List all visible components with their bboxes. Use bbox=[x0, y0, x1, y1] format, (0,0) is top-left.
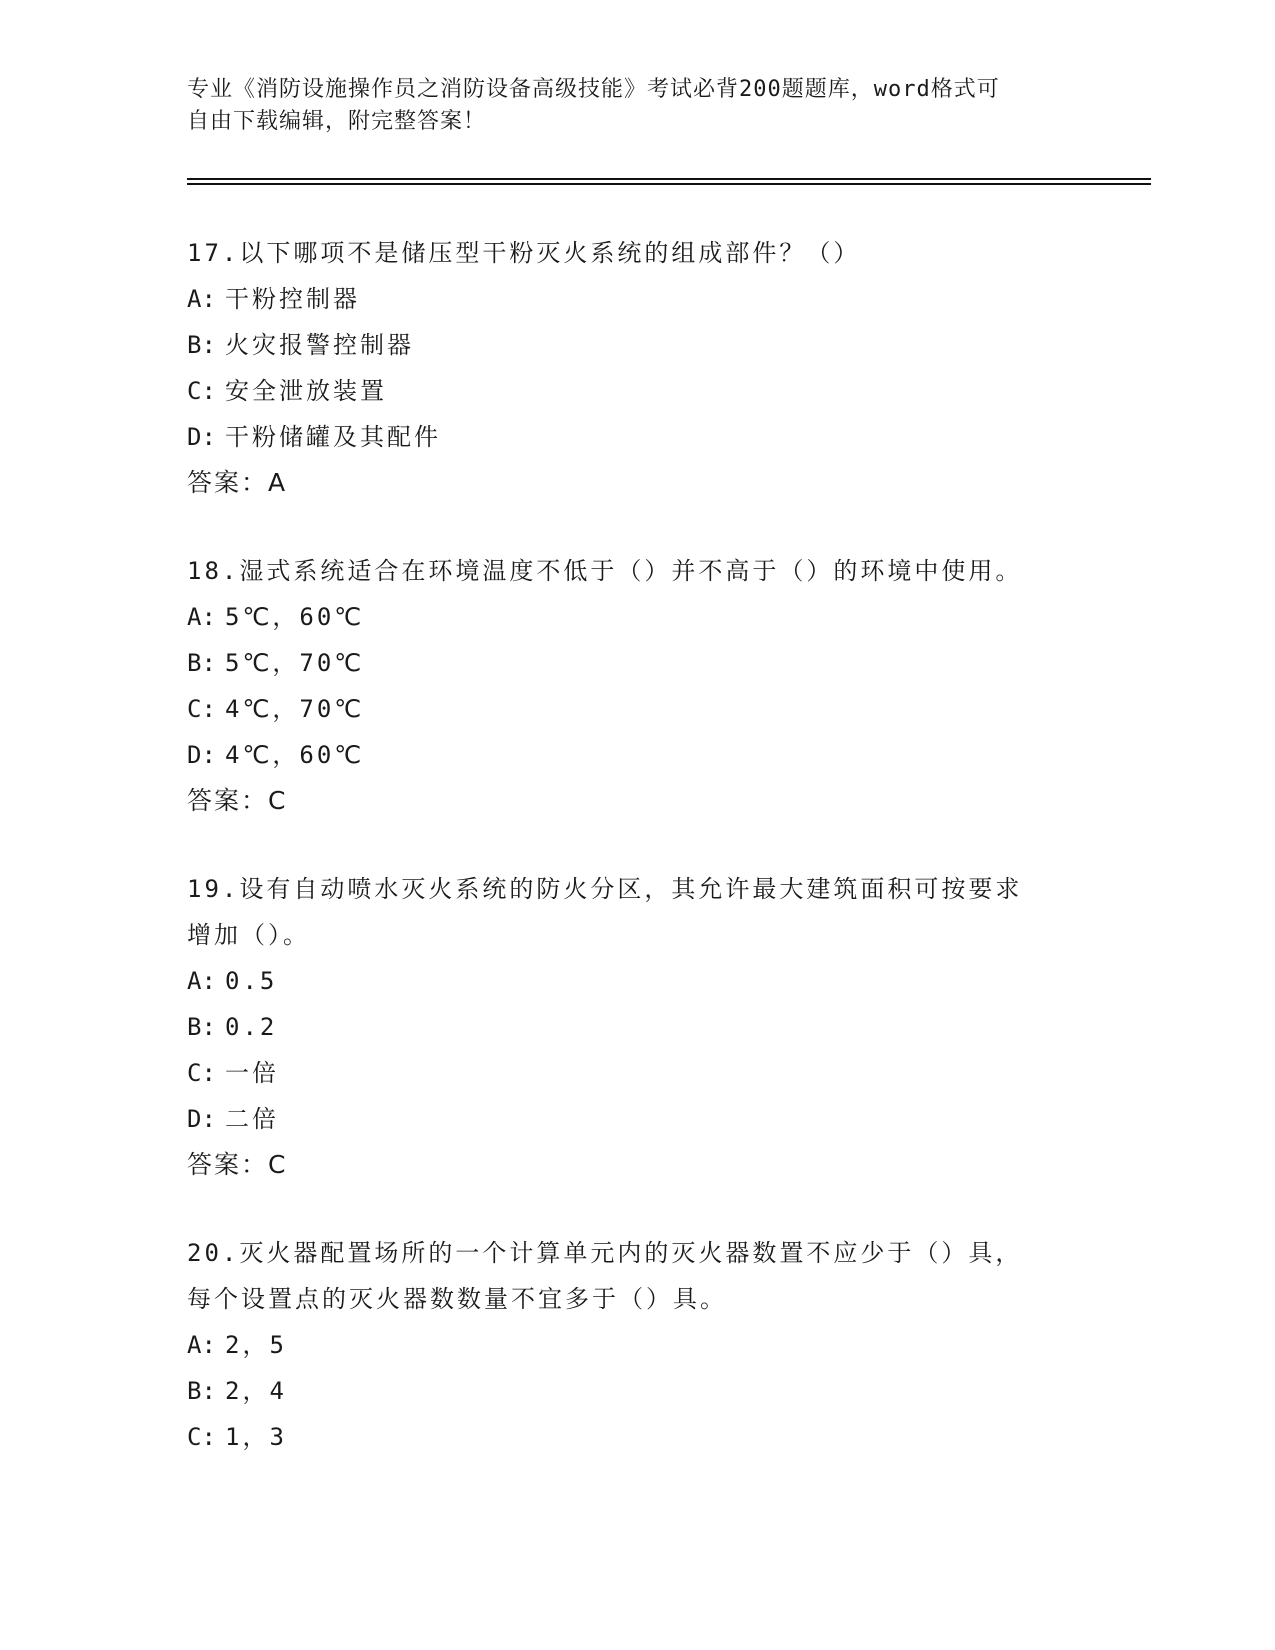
option-key: B: bbox=[187, 331, 216, 359]
option-text: 安全泄放装置 bbox=[225, 377, 387, 405]
option-b bbox=[187, 322, 1087, 368]
question-stem: 18.湿式系统适合在环境温度不低于（）并不高于（）的环境中使用。 bbox=[187, 557, 1023, 585]
answer: 答案：C bbox=[187, 786, 288, 815]
question-17 bbox=[187, 230, 1087, 506]
option-c bbox=[187, 1414, 1087, 1460]
option-key: A: bbox=[187, 603, 216, 631]
question-20 bbox=[187, 1230, 1087, 1460]
option-a bbox=[187, 594, 1087, 640]
option-key: D: bbox=[187, 423, 216, 451]
option-b bbox=[187, 1368, 1087, 1414]
question-19 bbox=[187, 866, 1087, 1188]
option-text: 干粉储罐及其配件 bbox=[225, 423, 441, 451]
option-key: A: bbox=[187, 1331, 216, 1359]
option-a bbox=[187, 1322, 1087, 1368]
question-stem-line-1: 19.设有自动喷水灭火系统的防火分区，其允许最大建筑面积可按要求 bbox=[187, 875, 1023, 903]
option-d bbox=[187, 414, 1087, 460]
option-key: B: bbox=[187, 1013, 216, 1041]
option-key: B: bbox=[187, 1377, 216, 1405]
option-text: 2，4 bbox=[225, 1377, 287, 1405]
header-divider-top bbox=[187, 178, 1151, 180]
option-key: A: bbox=[187, 285, 216, 313]
answer: 答案：C bbox=[187, 1150, 288, 1179]
option-text: 1，3 bbox=[225, 1423, 287, 1451]
option-text: 干粉控制器 bbox=[225, 285, 360, 313]
option-a bbox=[187, 276, 1087, 322]
option-key: C: bbox=[187, 695, 216, 723]
question-stem-line-1: 20.灭火器配置场所的一个计算单元内的灭火器数置不应少于（）具， bbox=[187, 1239, 1023, 1267]
option-a bbox=[187, 958, 1087, 1004]
question-18 bbox=[187, 548, 1087, 824]
option-key: C: bbox=[187, 377, 216, 405]
option-text: 5℃，60℃ bbox=[225, 603, 365, 631]
option-text: 5℃，70℃ bbox=[225, 649, 365, 677]
option-text: 二倍 bbox=[225, 1105, 279, 1133]
option-text: 4℃，60℃ bbox=[225, 741, 365, 769]
option-key: D: bbox=[187, 1105, 216, 1133]
question-stem-line-2: 增加（）。 bbox=[187, 921, 310, 949]
option-b bbox=[187, 1004, 1087, 1050]
option-d bbox=[187, 1096, 1087, 1142]
header-divider-bottom bbox=[187, 183, 1151, 185]
option-b bbox=[187, 640, 1087, 686]
option-text: 4℃，70℃ bbox=[225, 695, 365, 723]
option-key: B: bbox=[187, 649, 216, 677]
option-text: 0.2 bbox=[225, 1013, 278, 1041]
option-text: 一倍 bbox=[225, 1059, 279, 1087]
answer: 答案：A bbox=[187, 468, 288, 497]
header-line-1: 专业《消防设施操作员之消防设备高级技能》考试必背200题题库，word格式可 bbox=[187, 77, 1000, 102]
option-c bbox=[187, 686, 1087, 732]
document-header bbox=[187, 74, 1087, 138]
option-c bbox=[187, 368, 1087, 414]
option-key: C: bbox=[187, 1059, 216, 1087]
question-stem-line-2: 每个设置点的灭火器数数量不宜多于（）具。 bbox=[187, 1285, 727, 1313]
option-d bbox=[187, 732, 1087, 778]
option-text: 火灾报警控制器 bbox=[225, 331, 414, 359]
option-key: C: bbox=[187, 1423, 216, 1451]
option-key: D: bbox=[187, 741, 216, 769]
option-key: A: bbox=[187, 967, 216, 995]
question-stem: 17.以下哪项不是储压型干粉灭火系统的组成部件？（） bbox=[187, 239, 861, 267]
option-text: 0.5 bbox=[225, 967, 278, 995]
option-text: 2，5 bbox=[225, 1331, 287, 1359]
option-c bbox=[187, 1050, 1087, 1096]
header-line-2: 自由下载编辑，附完整答案！ bbox=[187, 109, 487, 134]
